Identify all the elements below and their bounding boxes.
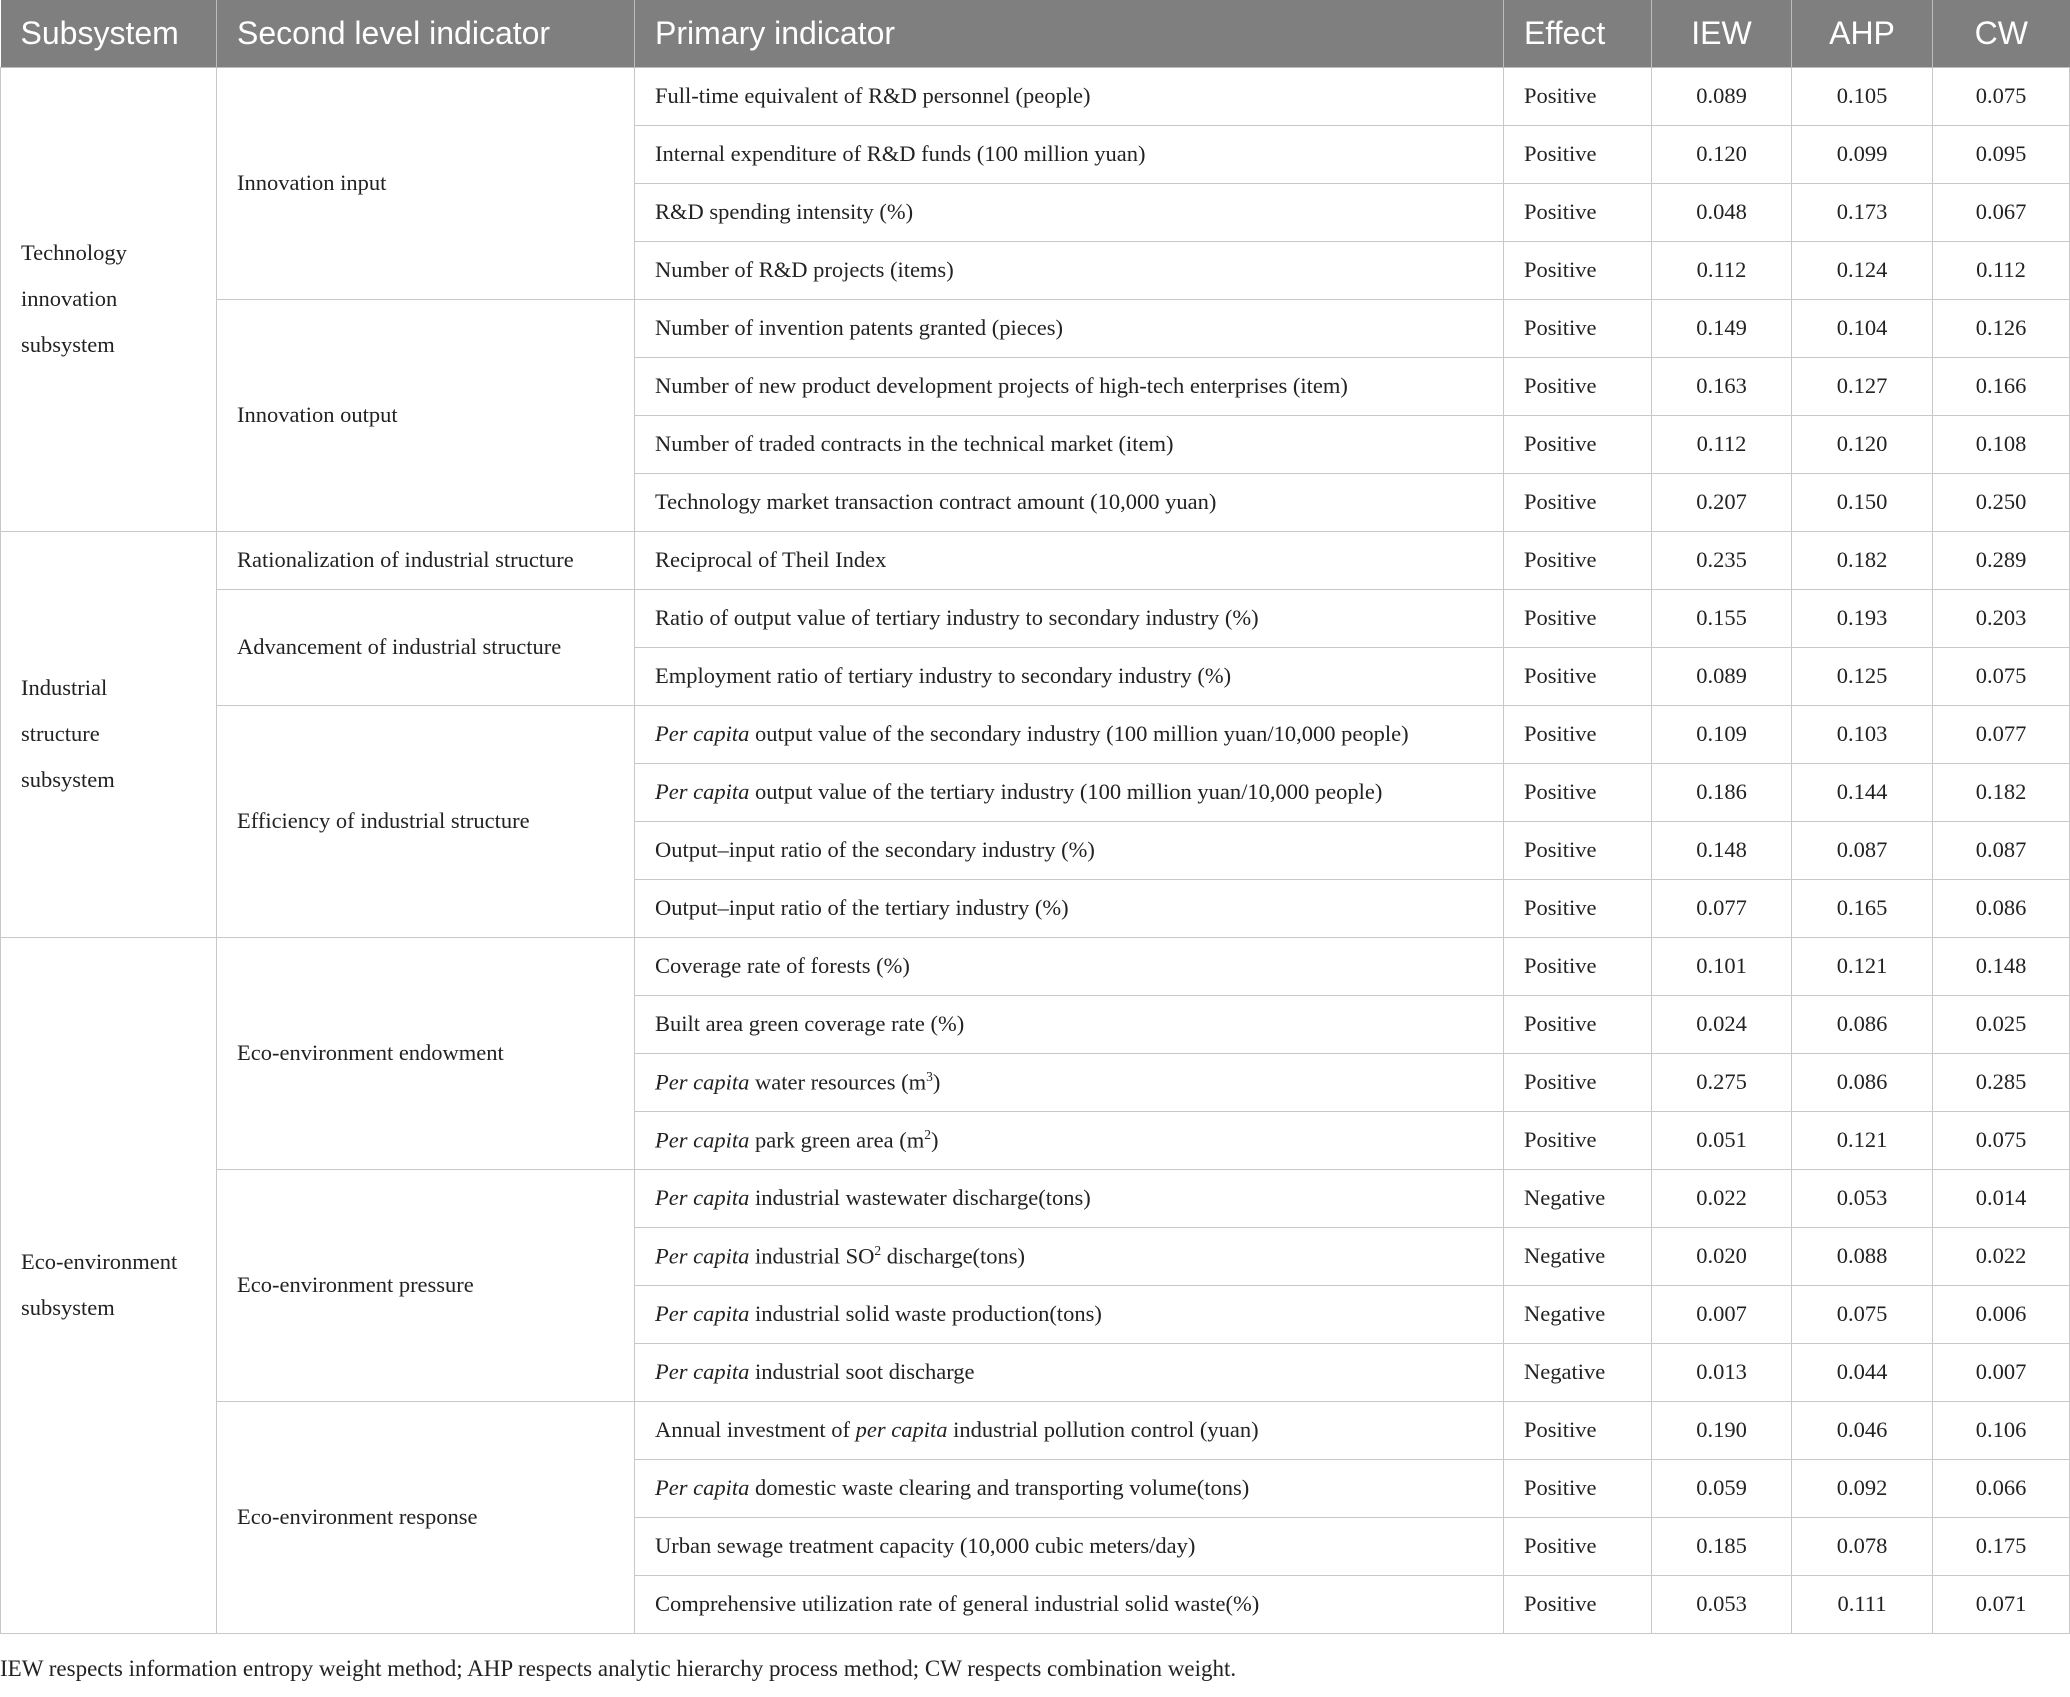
cw-cell: 0.006 xyxy=(1933,1285,2070,1343)
ahp-cell: 0.193 xyxy=(1792,589,1933,647)
effect-cell: Positive xyxy=(1504,589,1652,647)
ahp-cell: 0.121 xyxy=(1792,937,1933,995)
effect-cell: Positive xyxy=(1504,473,1652,531)
group-innovation-output: Innovation output xyxy=(217,299,635,531)
indicator-text: industrial solid waste production(tons) xyxy=(754,1301,1102,1327)
group-response: Eco-environment response xyxy=(217,1401,635,1633)
iew-cell: 0.053 xyxy=(1652,1575,1792,1633)
ahp-cell: 0.173 xyxy=(1792,183,1933,241)
iew-cell: 0.149 xyxy=(1652,299,1792,357)
ahp-cell: 0.075 xyxy=(1792,1285,1933,1343)
indicator-text: Annual investment of xyxy=(655,1417,850,1443)
group-rationalization: Rationalization of industrial structure xyxy=(217,531,635,589)
cw-cell: 0.289 xyxy=(1933,531,2070,589)
ahp-cell: 0.086 xyxy=(1792,1053,1933,1111)
effect-cell: Positive xyxy=(1504,1401,1652,1459)
effect-cell: Negative xyxy=(1504,1169,1652,1227)
effect-cell: Negative xyxy=(1504,1285,1652,1343)
ahp-cell: 0.078 xyxy=(1792,1517,1933,1575)
effect-cell: Negative xyxy=(1504,1227,1652,1285)
effect-cell: Positive xyxy=(1504,879,1652,937)
table-row xyxy=(1,937,2070,995)
cw-cell: 0.106 xyxy=(1933,1401,2070,1459)
primary-indicator: Technology market transaction contract amount (10,000 yuan) xyxy=(635,473,1504,531)
effect-cell: Positive xyxy=(1504,705,1652,763)
primary-indicator: Coverage rate of forests (%) xyxy=(635,937,1504,995)
group-endowment: Eco-environment endowment xyxy=(217,937,635,1169)
per-capita-term: Per capita xyxy=(655,1127,750,1153)
indicator-text: industrial soot discharge xyxy=(754,1359,975,1385)
iew-cell: 0.185 xyxy=(1652,1517,1792,1575)
primary-indicator xyxy=(635,1111,1504,1169)
table-row xyxy=(1,589,2070,647)
ahp-cell: 0.086 xyxy=(1792,995,1933,1053)
superscript: 3 xyxy=(926,1068,933,1084)
iew-cell: 0.109 xyxy=(1652,705,1792,763)
ahp-cell: 0.088 xyxy=(1792,1227,1933,1285)
iew-cell: 0.059 xyxy=(1652,1459,1792,1517)
cw-cell: 0.166 xyxy=(1933,357,2070,415)
primary-indicator: Ratio of output value of tertiary industry to secondary industry (%) xyxy=(635,589,1504,647)
per-capita-term: Per capita xyxy=(655,779,750,805)
cw-cell: 0.250 xyxy=(1933,473,2070,531)
indicator-text: industrial wastewater discharge(tons) xyxy=(754,1185,1091,1211)
header-second-level: Second level indicator xyxy=(217,0,635,67)
primary-indicator: Employment ratio of tertiary industry to secondary industry (%) xyxy=(635,647,1504,705)
effect-cell: Positive xyxy=(1504,415,1652,473)
indicator-tail: discharge(tons) xyxy=(881,1243,1026,1269)
cw-cell: 0.108 xyxy=(1933,415,2070,473)
iew-cell: 0.190 xyxy=(1652,1401,1792,1459)
cw-cell: 0.182 xyxy=(1933,763,2070,821)
header-effect: Effect xyxy=(1504,0,1652,67)
primary-indicator xyxy=(635,705,1504,763)
group-pressure: Eco-environment pressure xyxy=(217,1169,635,1401)
effect-cell: Positive xyxy=(1504,763,1652,821)
effect-cell: Positive xyxy=(1504,241,1652,299)
iew-cell: 0.013 xyxy=(1652,1343,1792,1401)
effect-cell: Negative xyxy=(1504,1343,1652,1401)
cw-cell: 0.014 xyxy=(1933,1169,2070,1227)
effect-cell: Positive xyxy=(1504,357,1652,415)
indicator-text: water resources (m xyxy=(754,1069,927,1095)
ahp-cell: 0.103 xyxy=(1792,705,1933,763)
primary-indicator: Number of new product development projects of high-tech enterprises (item) xyxy=(635,357,1504,415)
iew-cell: 0.235 xyxy=(1652,531,1792,589)
cw-cell: 0.067 xyxy=(1933,183,2070,241)
primary-indicator xyxy=(635,1285,1504,1343)
header-row xyxy=(1,0,2070,67)
primary-indicator xyxy=(635,1227,1504,1285)
effect-cell: Positive xyxy=(1504,125,1652,183)
primary-indicator: Comprehensive utilization rate of general industrial solid waste(%) xyxy=(635,1575,1504,1633)
effect-cell: Positive xyxy=(1504,1459,1652,1517)
cw-cell: 0.075 xyxy=(1933,1111,2070,1169)
primary-indicator: Number of R&D projects (items) xyxy=(635,241,1504,299)
primary-indicator xyxy=(635,1459,1504,1517)
ahp-cell: 0.182 xyxy=(1792,531,1933,589)
ahp-cell: 0.144 xyxy=(1792,763,1933,821)
iew-cell: 0.163 xyxy=(1652,357,1792,415)
table-row xyxy=(1,1169,2070,1227)
table-row xyxy=(1,299,2070,357)
subsystem-line: Eco-environment xyxy=(21,1249,178,1274)
indicator-text: output value of the secondary industry (100 million yuan/10,000 people) xyxy=(754,721,1409,747)
iew-cell: 0.112 xyxy=(1652,241,1792,299)
indicator-text: industrial SO xyxy=(754,1243,875,1269)
effect-cell: Positive xyxy=(1504,531,1652,589)
header-ahp: AHP xyxy=(1792,0,1933,67)
iew-cell: 0.120 xyxy=(1652,125,1792,183)
iew-cell: 0.155 xyxy=(1652,589,1792,647)
primary-indicator xyxy=(635,763,1504,821)
ahp-cell: 0.104 xyxy=(1792,299,1933,357)
primary-indicator: Full-time equivalent of R&D personnel (people) xyxy=(635,67,1504,125)
primary-indicator: Internal expenditure of R&D funds (100 million yuan) xyxy=(635,125,1504,183)
effect-cell: Positive xyxy=(1504,1575,1652,1633)
group-efficiency: Efficiency of industrial structure xyxy=(217,705,635,937)
cw-cell: 0.112 xyxy=(1933,241,2070,299)
indicator-text: output value of the tertiary industry (100 million yuan/10,000 people) xyxy=(754,779,1383,805)
iew-cell: 0.007 xyxy=(1652,1285,1792,1343)
cw-cell: 0.077 xyxy=(1933,705,2070,763)
ahp-cell: 0.053 xyxy=(1792,1169,1933,1227)
per-capita-term: Per capita xyxy=(655,1301,750,1327)
subsystem-line: Industrial xyxy=(21,675,108,700)
iew-cell: 0.089 xyxy=(1652,67,1792,125)
iew-cell: 0.112 xyxy=(1652,415,1792,473)
cw-cell: 0.066 xyxy=(1933,1459,2070,1517)
ahp-cell: 0.120 xyxy=(1792,415,1933,473)
indicator-tail: industrial pollution control (yuan) xyxy=(953,1417,1259,1443)
primary-indicator xyxy=(635,1401,1504,1459)
primary-indicator: Output–input ratio of the secondary industry (%) xyxy=(635,821,1504,879)
effect-cell: Positive xyxy=(1504,821,1652,879)
primary-indicator xyxy=(635,1169,1504,1227)
table-footnote: IEW respects information entropy weight method; AHP respects analytic hierarchy process method; CW respects combination weight. xyxy=(0,1656,1237,1681)
indicator-text: park green area (m xyxy=(754,1127,925,1153)
subsystem-line: subsystem xyxy=(21,332,115,357)
ahp-cell: 0.046 xyxy=(1792,1401,1933,1459)
subsystem-technology xyxy=(1,67,217,531)
cw-cell: 0.087 xyxy=(1933,821,2070,879)
cw-cell: 0.203 xyxy=(1933,589,2070,647)
cw-cell: 0.022 xyxy=(1933,1227,2070,1285)
subsystem-line: subsystem xyxy=(21,767,115,792)
primary-indicator: Built area green coverage rate (%) xyxy=(635,995,1504,1053)
cw-cell: 0.126 xyxy=(1933,299,2070,357)
iew-cell: 0.186 xyxy=(1652,763,1792,821)
cw-cell: 0.025 xyxy=(1933,995,2070,1053)
cw-cell: 0.086 xyxy=(1933,879,2070,937)
superscript: 2 xyxy=(874,1242,882,1258)
ahp-cell: 0.124 xyxy=(1792,241,1933,299)
per-capita-term: per capita xyxy=(855,1417,948,1443)
iew-cell: 0.275 xyxy=(1652,1053,1792,1111)
cw-cell: 0.175 xyxy=(1933,1517,2070,1575)
cw-cell: 0.285 xyxy=(1933,1053,2070,1111)
header-subsystem: Subsystem xyxy=(1,0,217,67)
table-row xyxy=(1,1401,2070,1459)
ahp-cell: 0.087 xyxy=(1792,821,1933,879)
ahp-cell: 0.165 xyxy=(1792,879,1933,937)
iew-cell: 0.101 xyxy=(1652,937,1792,995)
cw-cell: 0.075 xyxy=(1933,67,2070,125)
per-capita-term: Per capita xyxy=(655,1359,750,1385)
ahp-cell: 0.044 xyxy=(1792,1343,1933,1401)
iew-cell: 0.089 xyxy=(1652,647,1792,705)
ahp-cell: 0.105 xyxy=(1792,67,1933,125)
effect-cell: Positive xyxy=(1504,299,1652,357)
header-primary: Primary indicator xyxy=(635,0,1504,67)
per-capita-term: Per capita xyxy=(655,1069,750,1095)
per-capita-term: Per capita xyxy=(655,721,750,747)
effect-cell: Positive xyxy=(1504,1053,1652,1111)
primary-indicator: Number of traded contracts in the technical market (item) xyxy=(635,415,1504,473)
effect-cell: Positive xyxy=(1504,1517,1652,1575)
group-advancement: Advancement of industrial structure xyxy=(217,589,635,705)
primary-indicator xyxy=(635,1053,1504,1111)
primary-indicator: R&D spending intensity (%) xyxy=(635,183,1504,241)
subsystem-eco-environment xyxy=(1,937,217,1633)
indicator-tail: ) xyxy=(931,1127,939,1153)
per-capita-term: Per capita xyxy=(655,1243,750,1269)
per-capita-term: Per capita xyxy=(655,1185,750,1211)
iew-cell: 0.024 xyxy=(1652,995,1792,1053)
header-cw: CW xyxy=(1933,0,2070,67)
subsystem-line: innovation xyxy=(21,286,118,311)
cw-cell: 0.148 xyxy=(1933,937,2070,995)
cw-cell: 0.007 xyxy=(1933,1343,2070,1401)
ahp-cell: 0.150 xyxy=(1792,473,1933,531)
primary-indicator: Urban sewage treatment capacity (10,000 cubic meters/day) xyxy=(635,1517,1504,1575)
cw-cell: 0.095 xyxy=(1933,125,2070,183)
iew-cell: 0.022 xyxy=(1652,1169,1792,1227)
effect-cell: Positive xyxy=(1504,937,1652,995)
iew-cell: 0.048 xyxy=(1652,183,1792,241)
ahp-cell: 0.125 xyxy=(1792,647,1933,705)
iew-cell: 0.148 xyxy=(1652,821,1792,879)
table-row xyxy=(1,705,2070,763)
subsystem-line: Technology xyxy=(21,240,127,265)
table-row xyxy=(1,531,2070,589)
effect-cell: Positive xyxy=(1504,647,1652,705)
effect-cell: Positive xyxy=(1504,183,1652,241)
subsystem-line: structure xyxy=(21,721,100,746)
subsystem-industrial xyxy=(1,531,217,937)
per-capita-term: Per capita xyxy=(655,1475,750,1501)
effect-cell: Positive xyxy=(1504,67,1652,125)
ahp-cell: 0.127 xyxy=(1792,357,1933,415)
header-iew: IEW xyxy=(1652,0,1792,67)
primary-indicator: Output–input ratio of the tertiary industry (%) xyxy=(635,879,1504,937)
table-row xyxy=(1,67,2070,125)
iew-cell: 0.020 xyxy=(1652,1227,1792,1285)
primary-indicator: Number of invention patents granted (pieces) xyxy=(635,299,1504,357)
cw-cell: 0.075 xyxy=(1933,647,2070,705)
effect-cell: Positive xyxy=(1504,1111,1652,1169)
ahp-cell: 0.111 xyxy=(1792,1575,1933,1633)
subsystem-line: subsystem xyxy=(21,1295,115,1320)
primary-indicator: Reciprocal of Theil Index xyxy=(635,531,1504,589)
group-innovation-input: Innovation input xyxy=(217,67,635,299)
ahp-cell: 0.092 xyxy=(1792,1459,1933,1517)
ahp-cell: 0.121 xyxy=(1792,1111,1933,1169)
primary-indicator xyxy=(635,1343,1504,1401)
indicator-tail: ) xyxy=(932,1069,941,1095)
effect-cell: Positive xyxy=(1504,995,1652,1053)
indicator-text: domestic waste clearing and transporting volume(tons) xyxy=(754,1475,1250,1501)
superscript: 2 xyxy=(924,1126,932,1142)
iew-cell: 0.207 xyxy=(1652,473,1792,531)
iew-cell: 0.077 xyxy=(1652,879,1792,937)
cw-cell: 0.071 xyxy=(1933,1575,2070,1633)
ahp-cell: 0.099 xyxy=(1792,125,1933,183)
iew-cell: 0.051 xyxy=(1652,1111,1792,1169)
